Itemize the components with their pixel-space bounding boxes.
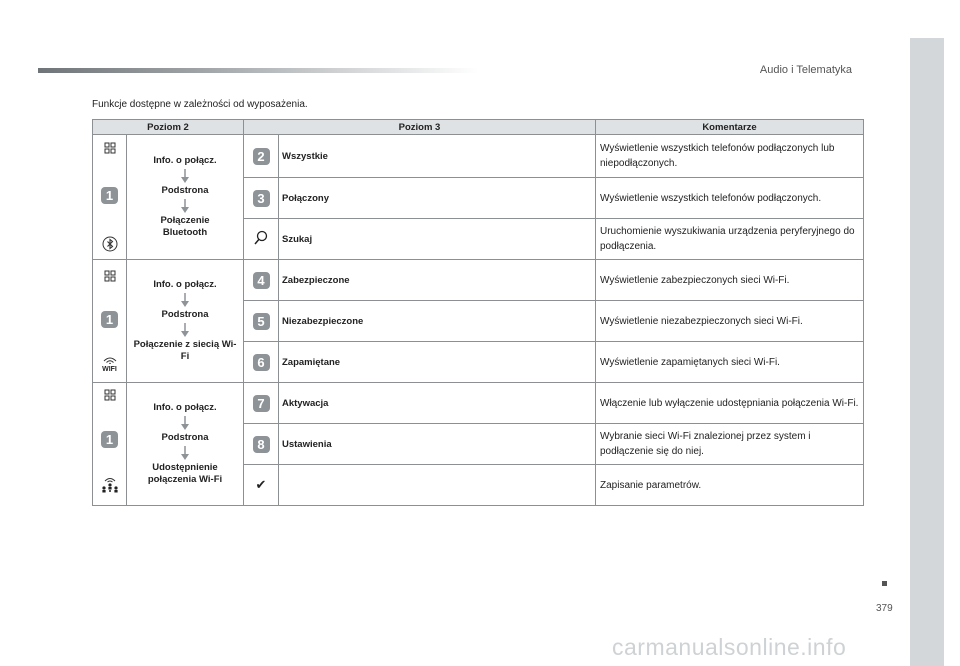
header-gradient-bar	[38, 68, 478, 73]
step-badge: 6	[253, 354, 270, 371]
arrow-down-icon	[181, 323, 189, 337]
table-row	[93, 383, 864, 424]
row-number-cell	[244, 424, 279, 465]
level3-label: Ustawienia	[279, 424, 596, 465]
page-marker	[882, 581, 887, 586]
level3-label: Zabezpieczone	[279, 260, 596, 301]
arrow-down-icon	[181, 199, 189, 213]
comment-text: Zapisanie parametrów.	[596, 465, 864, 506]
row-number-cell	[244, 465, 279, 506]
hotspot-icon	[100, 477, 120, 493]
row-number-cell	[244, 219, 279, 260]
bluetooth-icon	[102, 236, 118, 252]
comment-text: Wyświetlenie wszystkich telefonów podłączonych.	[596, 178, 864, 219]
table-row	[93, 260, 864, 301]
step-badge: 5	[253, 313, 270, 330]
side-strip	[910, 38, 944, 666]
level3-label: Aktywacja	[279, 383, 596, 424]
column-header-level2: Poziom 2	[93, 120, 244, 135]
wifi-icon	[102, 356, 118, 374]
wifi-arcs-icon	[102, 356, 118, 364]
level3-label: Zapamiętane	[279, 342, 596, 383]
table-row	[93, 135, 864, 178]
level3-label: Połączony	[279, 178, 596, 219]
intro-text: Funkcje dostępne w zależności od wyposażenia.	[92, 99, 308, 110]
comment-text: Wybranie sieci Wi-Fi znalezionej przez system i podłączenie się do niej.	[596, 424, 864, 465]
section-title: Audio i Telematyka	[759, 64, 852, 76]
row-number-cell	[244, 301, 279, 342]
level2-path-hotspot	[127, 383, 244, 506]
step-badge: 4	[253, 272, 270, 289]
path-step: Info. o połącz.	[153, 155, 217, 166]
path-step: Podstrona	[161, 185, 209, 196]
row-number-cell	[244, 342, 279, 383]
watermark: carmanualsonline.info	[612, 634, 847, 660]
path-step: Info. o połącz.	[153, 279, 217, 290]
column-header-level3: Poziom 3	[244, 120, 596, 135]
page-number: 379	[876, 603, 893, 614]
arrow-down-icon	[181, 169, 189, 183]
column-header-comments: Komentarze	[596, 120, 864, 135]
level3-label: Niezabezpieczone	[279, 301, 596, 342]
arrow-down-icon	[181, 446, 189, 460]
path-step: Podstrona	[161, 309, 209, 320]
level2-path-wifi	[127, 260, 244, 383]
level2-path-bluetooth	[127, 135, 244, 260]
row-number-cell	[244, 383, 279, 424]
group-icons-bluetooth	[93, 135, 127, 260]
path-step: Podstrona	[161, 432, 209, 443]
table-header-row	[93, 120, 864, 135]
step-badge: 3	[253, 190, 270, 207]
step-badge: 2	[253, 148, 270, 165]
path-step: Połączenie z siecią Wi-Fi	[133, 339, 237, 362]
grid-icon	[104, 270, 116, 282]
arrow-down-icon	[181, 416, 189, 430]
level3-label: Wszystkie	[279, 135, 596, 178]
grid-icon	[104, 389, 116, 401]
level3-label: Szukaj	[279, 219, 596, 260]
comment-text: Włączenie lub wyłączenie udostępniania połączenia Wi-Fi.	[596, 383, 864, 424]
group-icons-wifi	[93, 260, 127, 383]
grid-icon	[104, 142, 116, 154]
wifi-label: WIFI	[102, 366, 117, 373]
comment-text: Uruchomienie wyszukiwania urządzenia peryferyjnego do podłączenia.	[596, 219, 864, 260]
level3-label	[279, 465, 596, 506]
comment-text: Wyświetlenie zapamiętanych sieci Wi-Fi.	[596, 342, 864, 383]
function-table	[92, 119, 864, 506]
step-badge: 1	[101, 311, 118, 328]
comment-text: Wyświetlenie zabezpieczonych sieci Wi-Fi.	[596, 260, 864, 301]
path-step: Udostępnienie połączenia Wi-Fi	[147, 462, 223, 485]
step-badge: 1	[101, 187, 118, 204]
checkmark-icon: ✔	[255, 477, 267, 492]
arrow-down-icon	[181, 293, 189, 307]
row-number-cell	[244, 260, 279, 301]
path-step: Info. o połącz.	[153, 402, 217, 413]
path-step: Połączenie Bluetooth	[160, 215, 210, 238]
group-icons-hotspot	[93, 383, 127, 506]
comment-text: Wyświetlenie wszystkich telefonów podłączonych lub niepodłączonych.	[596, 135, 864, 178]
row-number-cell	[244, 178, 279, 219]
row-number-cell	[244, 135, 279, 178]
step-badge: 1	[101, 431, 118, 448]
search-icon	[254, 230, 268, 246]
step-badge: 7	[253, 395, 270, 412]
step-badge: 8	[253, 436, 270, 453]
comment-text: Wyświetlenie niezabezpieczonych sieci Wi-Fi.	[596, 301, 864, 342]
